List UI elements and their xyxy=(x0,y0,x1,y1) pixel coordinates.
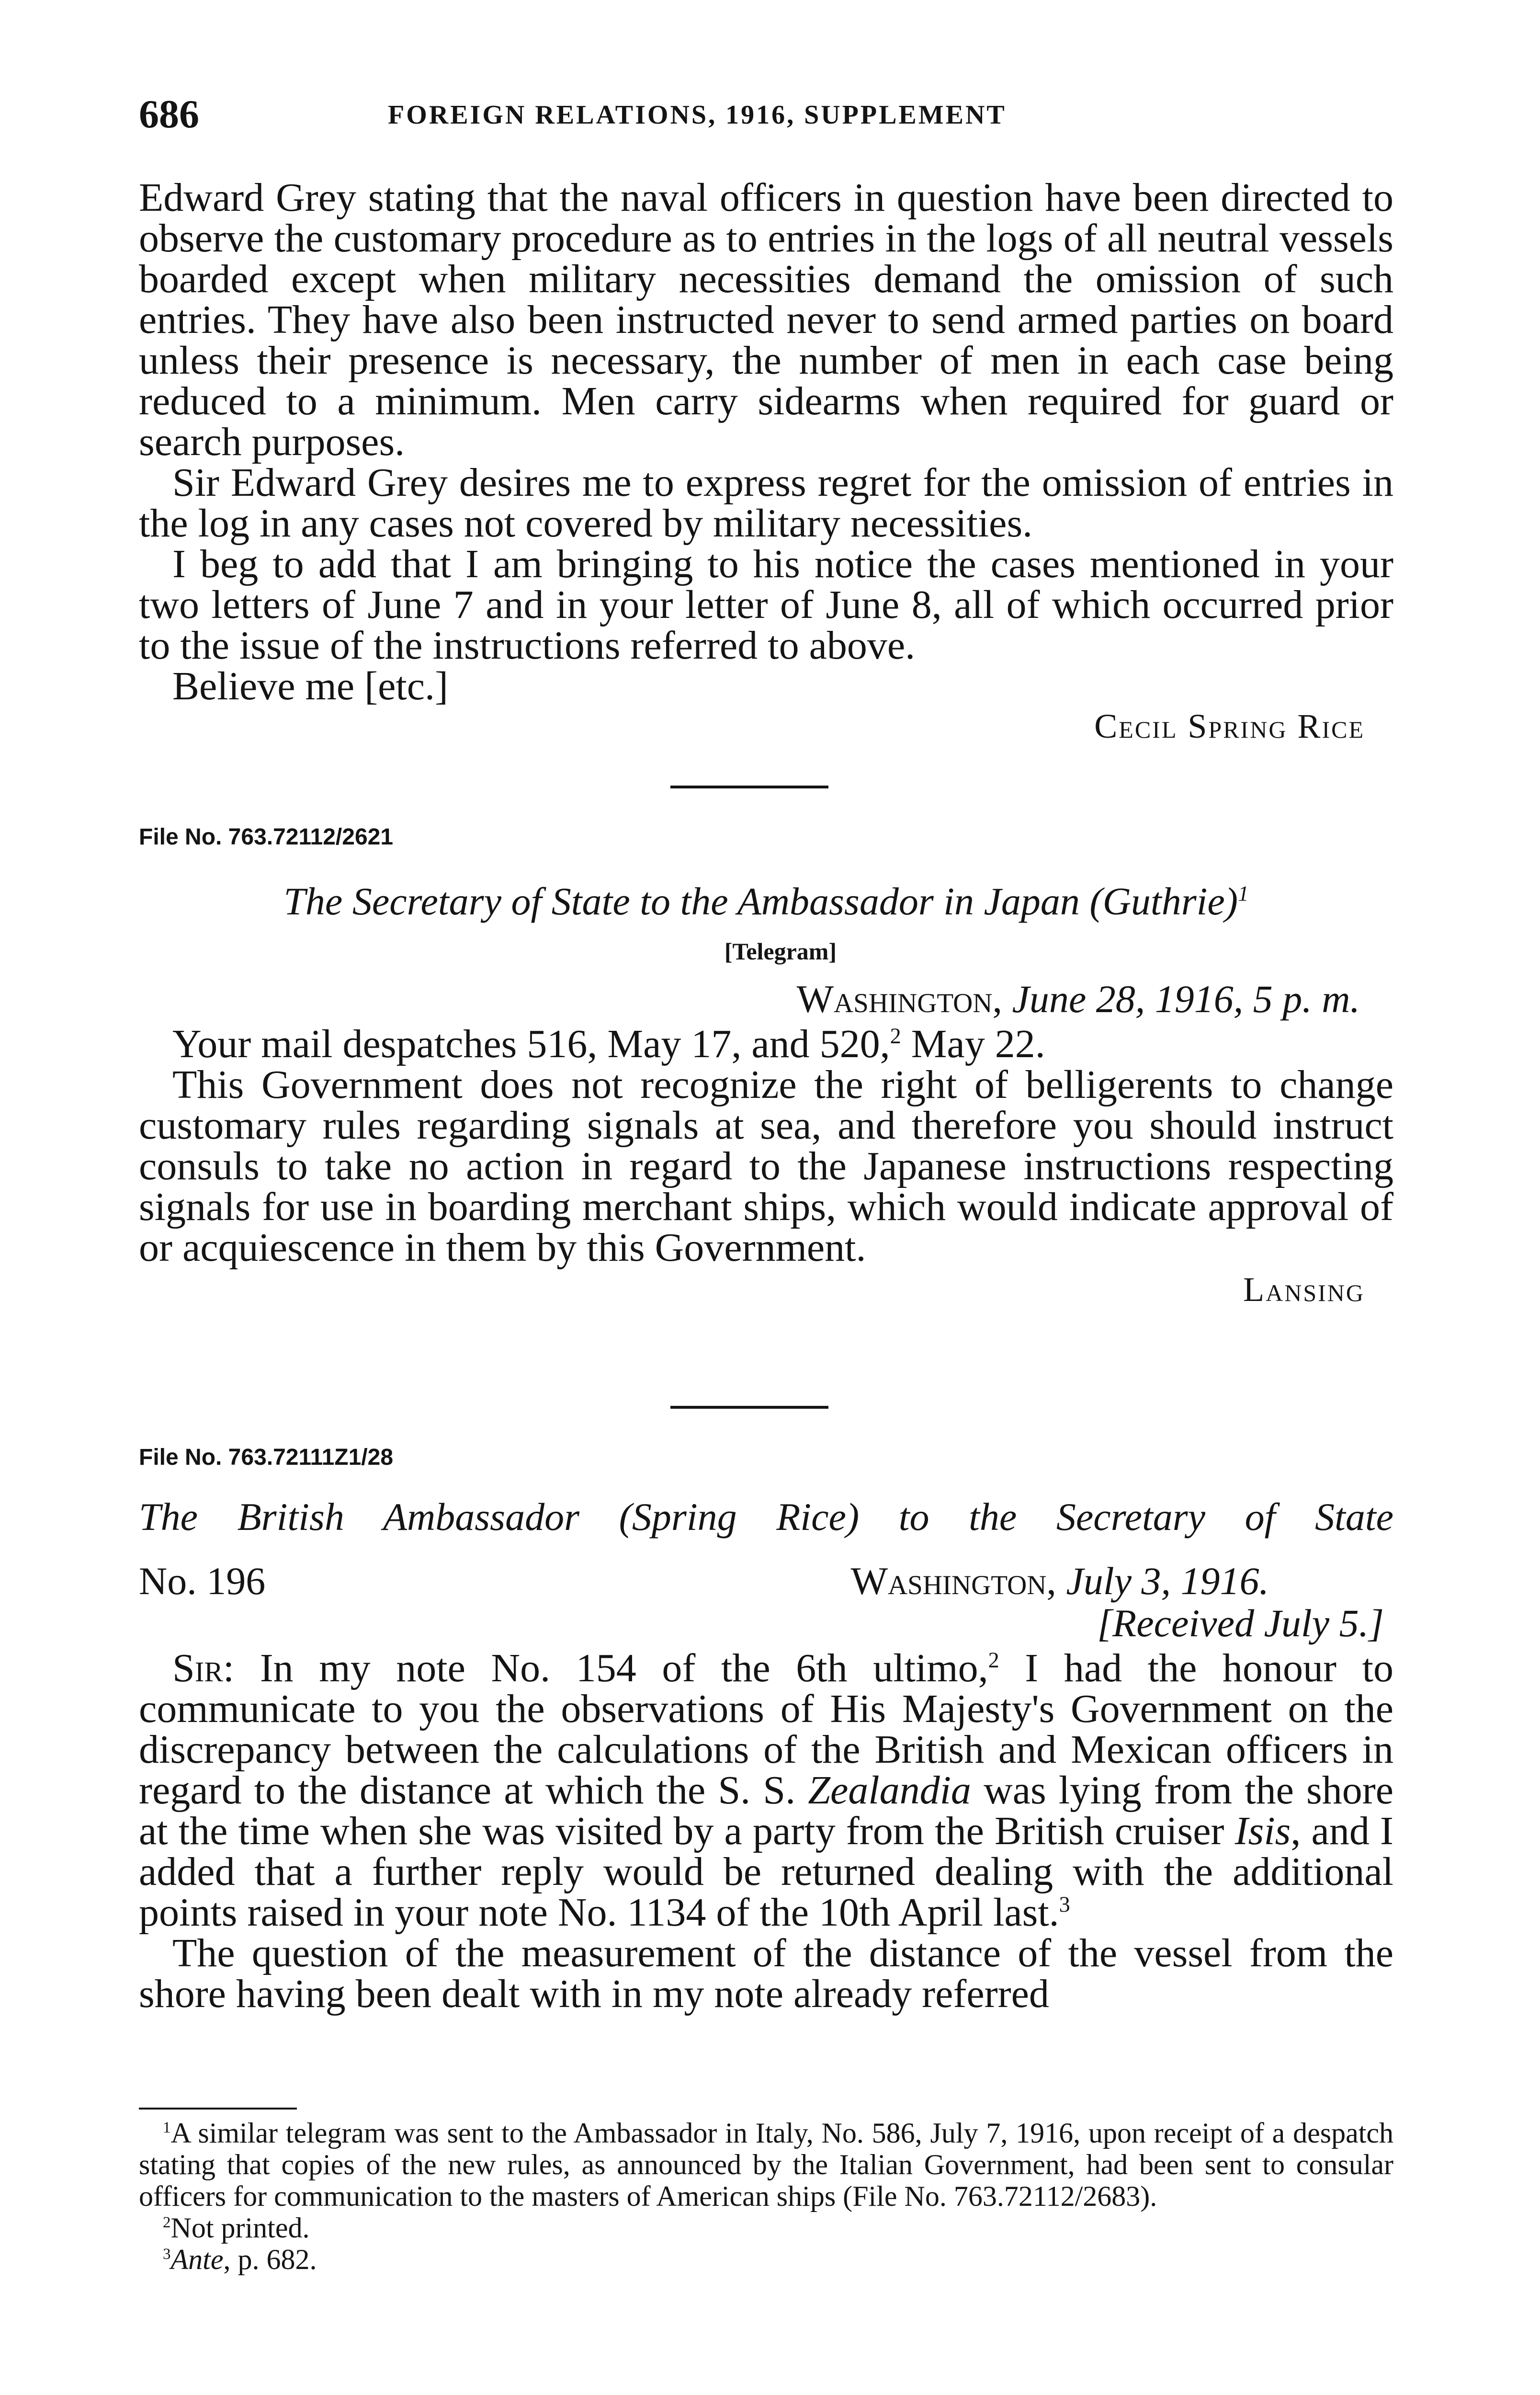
section-divider xyxy=(670,1406,828,1409)
paragraph xyxy=(139,1648,1393,1933)
paragraph-text: In my note No. 154 of the 6th ultimo, xyxy=(234,1646,988,1690)
footnote-mark: 1 xyxy=(163,2119,171,2136)
note-section xyxy=(139,1444,1393,2014)
footnote-ref: 2 xyxy=(988,1648,999,1672)
cruiser-name: Isis xyxy=(1234,1809,1291,1853)
section-divider xyxy=(670,786,828,788)
signature: Lansing xyxy=(1243,1270,1365,1309)
paragraph-text: , and I added that a further reply would be returned dealing with the additional points raised in your note No. 1134 of the 10th April last. xyxy=(139,1809,1393,1935)
dateline-place: Washington, xyxy=(796,977,1002,1021)
file-number: File No. 763.72112/2621 xyxy=(139,824,394,850)
signature: Cecil Spring Rice xyxy=(1094,707,1365,745)
document-title xyxy=(139,879,1393,924)
running-head: FOREIGN RELATIONS, 1916, SUPPLEMENT xyxy=(388,100,1007,130)
paragraph: The question of the measurement of the distance of the vessel from the shore having been dealt with in my note already referred xyxy=(139,1931,1393,2016)
page-header xyxy=(139,91,1393,148)
ship-name: Zealandia xyxy=(808,1768,971,1813)
footnote xyxy=(139,2212,1393,2244)
document-title: The British Ambassador (Spring Rice) to the Secretary of State xyxy=(139,1495,1393,1539)
closing: Believe me [etc.] xyxy=(172,664,449,708)
dateline-date: July 3, 1916. xyxy=(1066,1559,1269,1603)
page-number: 686 xyxy=(139,92,199,137)
footnote xyxy=(139,2244,1393,2275)
footnote-ref: 1 xyxy=(1238,881,1249,906)
file-number: File No. 763.72111Z1/28 xyxy=(139,1445,394,1470)
footnote-ref: 2 xyxy=(890,1024,901,1048)
received-date: [Received July 5.] xyxy=(1097,1601,1384,1645)
footnote-ref: 3 xyxy=(1059,1892,1070,1916)
paragraph: Sir Edward Grey desires me to express regret for the omission of entries in the log in any cases not covered by military necessities. xyxy=(139,460,1393,546)
paragraph: This Government does not recognize the right of belligerents to change customary rules regarding signals at sea, and therefore you should instruct consuls to take no action in regard to the Japanese instructions respecting signals for use in boarding merchant ships, which would indicate approval of or acquiescence in them by this Government. xyxy=(139,1062,1393,1270)
footnote-ante: Ante xyxy=(170,2244,224,2275)
paragraph-text: Your mail despatches 516, May 17, and 520, xyxy=(172,1022,890,1066)
footnote-divider xyxy=(139,2108,297,2110)
paragraph xyxy=(139,1024,1393,1064)
paragraph-text: was lying from the shore at the time when she was visited by a party from the British cruiser xyxy=(139,1768,1393,1853)
dateline xyxy=(851,1559,1269,1604)
footnotes xyxy=(139,2117,1393,2275)
footnote-text: A similar telegram was sent to the Ambassador in Italy, No. 586, July 7, 1916, upon receipt of a despatch stating that copies of the new rules, as announced by the Italian Government, had been sent to consular officers for communication to the masters of American ships (File No. 763.72112/2683). xyxy=(139,2117,1393,2212)
dateline-date: June 28, 1916, 5 p. m. xyxy=(1012,977,1360,1021)
dateline xyxy=(139,977,1393,1022)
telegram-section xyxy=(139,824,1393,1310)
footnote xyxy=(139,2117,1393,2212)
note-number: No. 196 xyxy=(139,1559,266,1603)
paragraph: Edward Grey stating that the naval officers in question have been directed to observe the customary procedure as to entries in the logs of all neutral vessels boarded except when military necessities demand the omission of such entries. They have also been instructed never to send armed parties on board unless their presence is necessary, the number of men in each case being reduced to a minimum. Men carry sidearms when required for guard or search purposes. xyxy=(139,175,1393,464)
footnote-mark: 3 xyxy=(163,2246,171,2263)
paragraph-text: May 22. xyxy=(901,1022,1045,1066)
paragraph-text: I had the honour to communicate to you the observations of His Majesty's Government on the discrepancy between the calculations of the British and Mexican officers in regard to the distance at which the S. S. xyxy=(139,1646,1393,1813)
document-title-text: The Secretary of State to the Ambassador in Japan (Guthrie) xyxy=(283,879,1238,923)
footnote-text: , p. 682. xyxy=(223,2244,317,2275)
dateline-place: Washington, xyxy=(850,1559,1056,1603)
salutation: Sir: xyxy=(172,1646,235,1690)
footnote-text: Not printed. xyxy=(170,2212,310,2244)
footnote-mark: 2 xyxy=(163,2214,171,2231)
number-dateline-row xyxy=(139,1559,1393,1601)
telegram-tag: [Telegram] xyxy=(724,938,837,965)
paragraph: I beg to add that I am bringing to his notice the cases mentioned in your two letters of June 7 and in your letter of June 8, all of which occurred prior to the issue of the instructions referred to above. xyxy=(139,542,1393,668)
letter-continuation xyxy=(139,177,1393,746)
